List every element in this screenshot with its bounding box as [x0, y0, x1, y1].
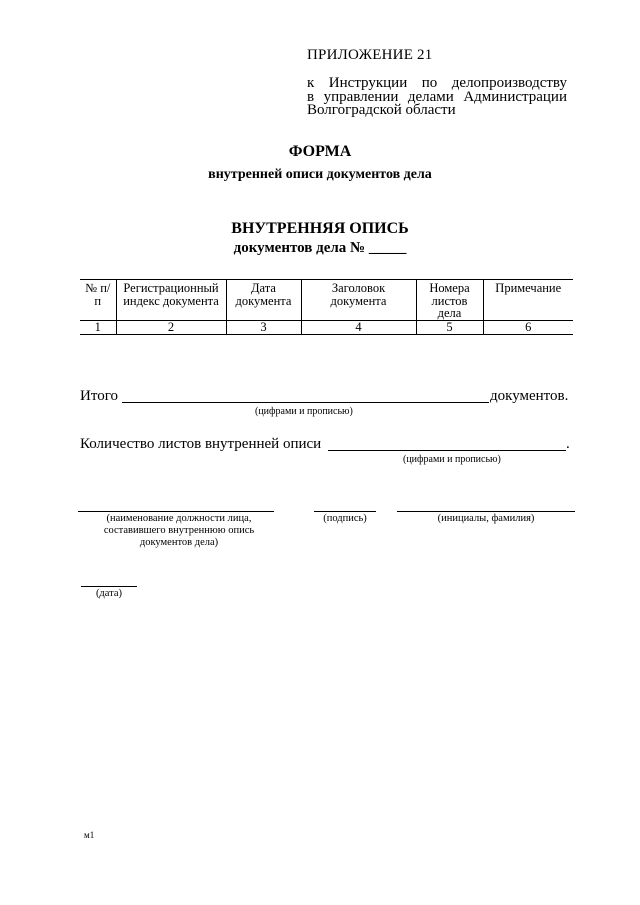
name-hint: (инициалы, фамилия) [437, 513, 535, 524]
number-cell: 3 [226, 321, 301, 335]
total-input-line[interactable] [122, 402, 489, 403]
number-cell: 2 [116, 321, 226, 335]
sheets-label: Количество листов внутренней описи [80, 436, 322, 452]
inventory-subtitle: документов дела № _____ [233, 240, 407, 256]
header-cell: Заголовок документа [301, 280, 416, 321]
number-cell: 1 [80, 321, 116, 335]
sheets-suffix: . [566, 436, 570, 452]
table-header-row [80, 280, 573, 321]
table-number-row [80, 321, 573, 335]
date-hint: (дата) [95, 588, 123, 599]
header-cell: Номера листов дела [416, 280, 483, 321]
signature-hint: (подпись) [323, 513, 367, 524]
total-label: Итого [80, 388, 118, 404]
appendix-title: ПРИЛОЖЕНИЕ 21 [307, 47, 433, 63]
sheets-input-line[interactable] [328, 450, 566, 451]
signature-line[interactable] [314, 511, 376, 512]
position-hint: (наименование должности лица, составившего внутреннюю опись документов дела) [103, 513, 255, 548]
name-line[interactable] [397, 511, 575, 512]
number-cell: 5 [416, 321, 483, 335]
header-cell: Примечание [483, 280, 573, 321]
sheets-hint: (цифрами и прописью) [403, 454, 501, 465]
appendix-line-2: в управлении делами Администрации [307, 89, 567, 105]
total-suffix: документов. [490, 388, 569, 404]
appendix-line-1: к Инструкции по делопроизводству [307, 75, 567, 91]
header-cell: Дата документа [226, 280, 301, 321]
inventory-title: ВНУТРЕННЯЯ ОПИСЬ [231, 220, 409, 237]
number-cell: 4 [301, 321, 416, 335]
footer-mark: м1 [84, 830, 95, 840]
header-cell: Регистрационный индекс документа [116, 280, 226, 321]
header-cell: № п/п [80, 280, 116, 321]
date-line[interactable] [81, 586, 137, 587]
appendix-line-3: Волгоградской области [307, 102, 456, 118]
position-line[interactable] [78, 511, 274, 512]
form-subtitle: внутренней описи документов дела [208, 167, 432, 182]
inventory-table [80, 279, 573, 335]
total-hint: (цифрами и прописью) [255, 406, 353, 417]
form-title: ФОРМА [288, 143, 352, 160]
number-cell: 6 [483, 321, 573, 335]
